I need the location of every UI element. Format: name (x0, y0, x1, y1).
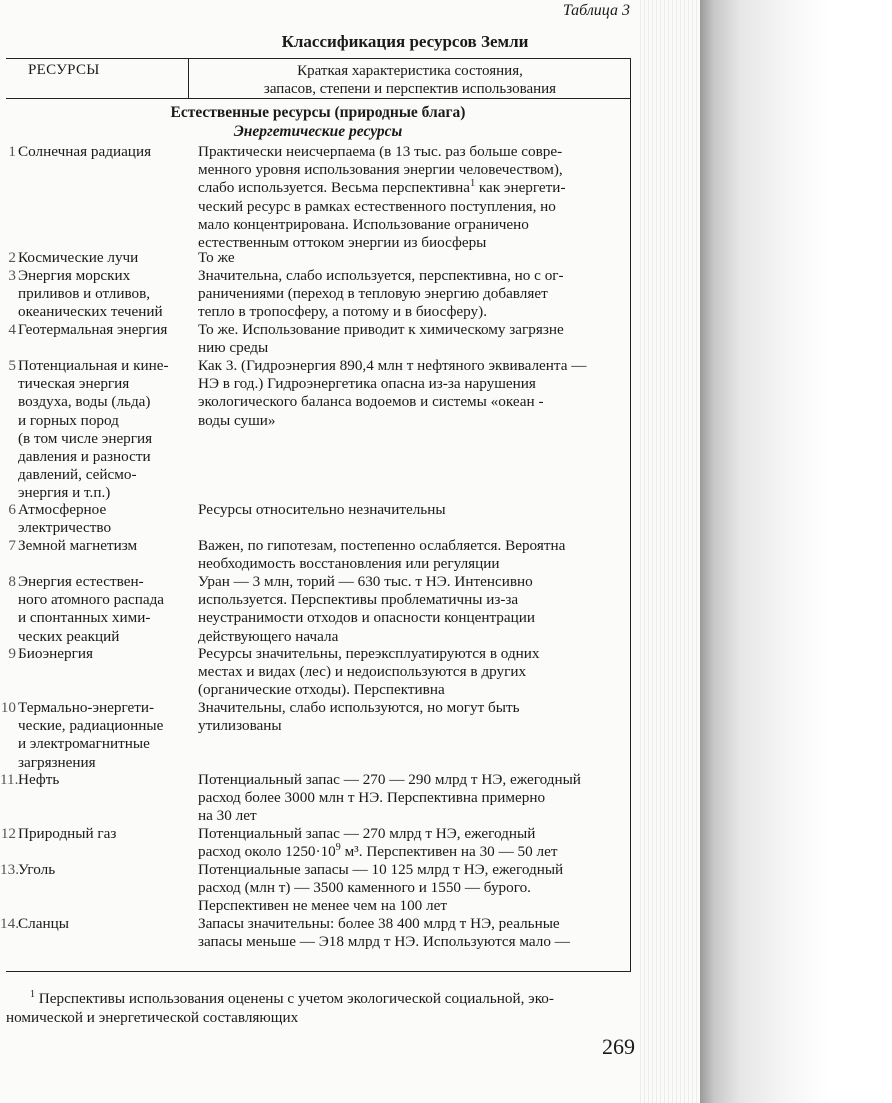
row-number: 11. (0, 771, 19, 788)
resource-name: Потенциальная и кине- тическая энергия воздуха, воды (льда) и горных пород (в том числе энергия давления и разности давлений, сейсмо- энергия и т.п.) (18, 357, 169, 502)
description-text-continued: как энергети- ческий ресурс в рамках естественного поступления, но мало концентрирована. Использование ограничено естественным оттоком энергии из биосферы (198, 179, 566, 252)
resource-name: Энергия естествен- ного атомного распада и спонтанных хими- ческих реакций (18, 573, 165, 645)
row-number: 6 (8, 501, 16, 518)
table-label: Таблица 3 (562, 2, 630, 19)
book-page-edges (700, 0, 892, 1103)
description-text: Запасы значительны: более 38 400 млрд т НЭ, реальные запасы меньше — Э18 млрд т НЭ. Используются мало — (198, 915, 570, 951)
resource-name: Уголь (18, 861, 56, 878)
description-text: То же (198, 249, 235, 266)
resource-description (198, 267, 628, 322)
footnote-mark: 1 (30, 988, 35, 1000)
resource-name: Геотермальная энергия (18, 321, 168, 338)
resource-description (198, 825, 628, 861)
description-text: Потенциальный запас — 270 — 290 млрд т НЭ, ежегодный расход более 3000 млн т НЭ. Перспективна примерно на 30 лет (198, 771, 581, 825)
resource-name: Атмосферное электричество (18, 501, 112, 537)
description-text: Уран — 3 млн, торий — 630 тыс. т НЭ. Интенсивно используется. Перспективы проблематичны из-за неустранимости отходов и опасности концентрации действующего начала (198, 573, 536, 645)
description-text: Ресурсы значительны, переэксплуатируются в одних местах и видах (лес) и недоиспользуются в других (органические отходы). Перспективна (198, 645, 540, 699)
description-text: Значительна, слабо используется, перспективна, но с ог- раничениями (переход в тепловую энергию добавляет тепло в тропосферу, а потому и в биосферу). (198, 267, 564, 321)
resource-description (198, 143, 628, 252)
description-text: Потенциальный запас — 270 млрд т НЭ, ежегодный расход около 1250·10 (198, 825, 536, 861)
header-column-divider (188, 58, 189, 99)
resource-description (198, 573, 628, 646)
description-text: Практически неисчерпаема (в 13 тыс. раз больше совре- менного уровня использования энергии человечеством), слабо используется. Весьма перспективна (198, 143, 563, 197)
subsection-title: Энергетические ресурсы (233, 123, 403, 140)
description-text-continued: м³. Перспективен на 30 — 50 лет (340, 843, 558, 861)
row-number: 10 (0, 699, 16, 716)
description-text: Важен, по гипотезам, постепенно ослабляется. Вероятна необходимость восстановления или регуляции (198, 537, 566, 573)
page-number: 269 (602, 1034, 635, 1059)
resource-name: Энергия морских приливов и отливов, океанических течений (18, 267, 163, 321)
description-text: Как 3. (Гидроэнергия 890,4 млн т нефтяного эквивалента — НЭ в год.) Гидроэнергетика опасна из-за нарушения экологического баланса водоемов и системы «океан - воды суши» (198, 357, 587, 429)
description-text: Ресурсы относительно незначительны (198, 501, 446, 518)
resource-name: Сланцы (18, 915, 69, 932)
table-title: Классификация ресурсов Земли (281, 32, 529, 51)
row-number: 8 (8, 573, 16, 590)
row-number: 7 (8, 537, 16, 554)
resource-description (198, 537, 628, 573)
resource-description (198, 249, 628, 267)
resource-description (198, 645, 628, 700)
description-text: То же. Использование приводит к химическому загрязне нию среды (198, 321, 564, 357)
resource-name: Нефть (18, 771, 60, 788)
row-number: 12 (0, 825, 16, 842)
row-number: 4 (8, 321, 16, 338)
resource-name: Биоэнергия (18, 645, 93, 662)
resource-description (198, 501, 628, 519)
row-number: 3 (8, 267, 16, 284)
row-number: 13. (0, 861, 19, 878)
description-text: Потенциальные запасы — 10 125 млрд т НЭ, ежегодный расход (млн т) — 3500 каменного и 1550 — бурого. Перспективен не менее чем на 100 лет (198, 861, 564, 915)
description-text: Значительны, слабо используются, но могут быть утилизованы (198, 699, 520, 735)
footnote-text: Перспективы использования оценены с учетом экологической социальной, эко- номической и энергетической составляющих (6, 990, 554, 1026)
resource-name: Термально-энергети- ческие, радиационные и электромагнитные загрязнения (18, 699, 164, 771)
row-number: 2 (8, 249, 16, 266)
resource-name: Земной магнетизм (18, 537, 138, 554)
description-superscript: 1 (470, 178, 476, 190)
footnote (6, 990, 636, 1027)
resource-description (198, 915, 628, 951)
row-number: 5 (8, 357, 16, 374)
resource-description (198, 771, 628, 826)
resource-description (198, 861, 628, 916)
header-divider (6, 98, 631, 99)
resource-description (198, 357, 628, 430)
resource-name: Природный газ (18, 825, 117, 842)
resource-description (198, 699, 628, 735)
row-number: 9 (8, 645, 16, 662)
resource-name: Солнечная радиация (18, 143, 152, 160)
row-number: 14. (0, 915, 19, 932)
section-title: Естественные ресурсы (природные блага) (170, 104, 466, 121)
resource-description (198, 321, 628, 357)
header-resources: РЕСУРСЫ (28, 62, 100, 78)
description-superscript: 9 (335, 842, 341, 854)
row-number: 1 (8, 143, 16, 160)
header-characteristics: Краткая характеристика состояния, запасов, степени и перспектив использования (263, 63, 557, 97)
resource-name: Космические лучи (18, 249, 139, 266)
